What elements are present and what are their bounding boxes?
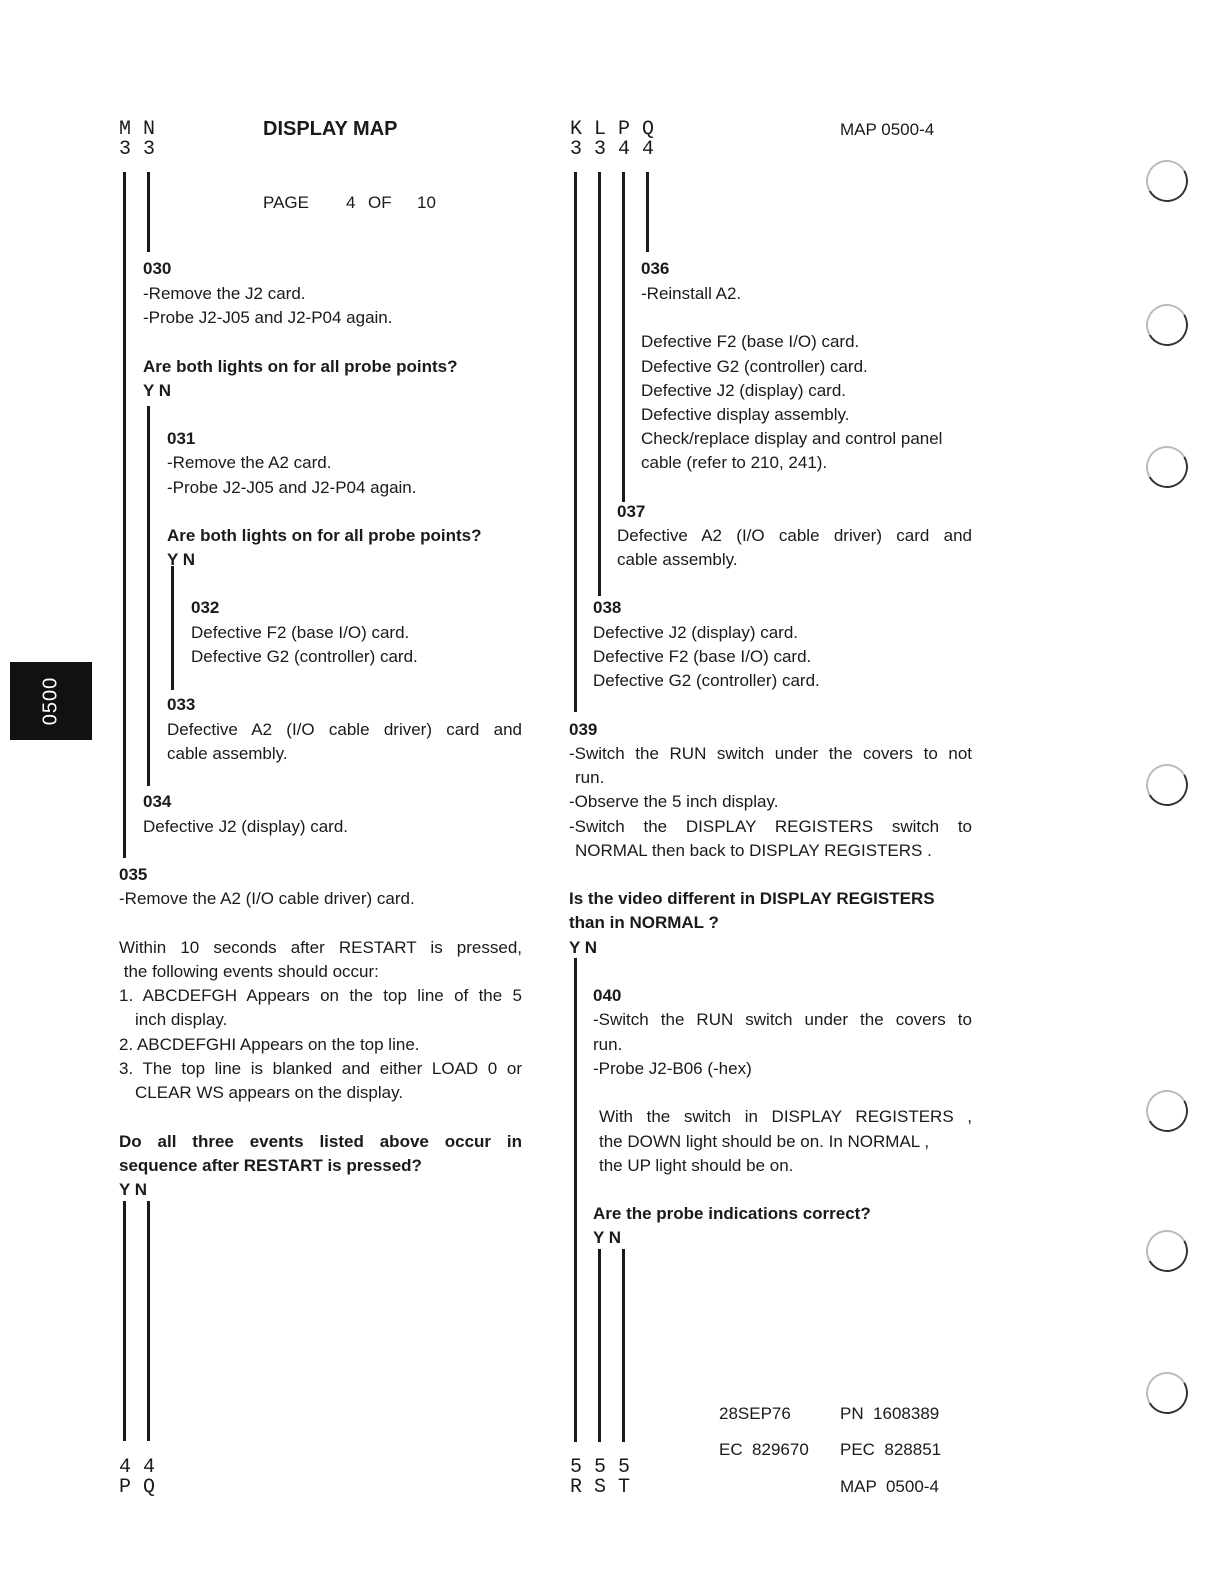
flow-line-030-y — [147, 406, 150, 784]
step-031-line: -Remove the A2 card. — [167, 453, 332, 472]
step-037-line: Defective A2 (I/O cable driver) card and — [617, 526, 972, 545]
step-030-question: Are both lights on for all probe points? — [143, 357, 458, 376]
step-035-para: 3. The top line is blanked and either LOAD 0 or — [119, 1059, 522, 1078]
step-036-number: 036 — [641, 259, 670, 278]
step-031-yn: Y N — [167, 550, 196, 569]
step-032-line: Defective G2 (controller) card. — [191, 647, 418, 666]
step-032-number: 032 — [191, 598, 220, 617]
connector-p4: P 4 — [618, 118, 631, 161]
flow-line-035-y — [123, 1201, 126, 1441]
step-040-line: -Switch the RUN switch under the covers to — [593, 1010, 972, 1029]
step-039-question: than in NORMAL ? — [569, 913, 719, 932]
section-tab — [10, 662, 92, 740]
page-title: DISPLAY MAP — [263, 118, 398, 140]
connector-k3: K 3 — [570, 118, 583, 161]
step-039-number: 039 — [569, 720, 598, 739]
step-039-yn: Y N — [569, 938, 598, 957]
step-040-line: run. — [593, 1035, 623, 1054]
connector-n3: N 3 — [143, 118, 156, 161]
connector-l3: L 3 — [594, 118, 607, 161]
step-036-line: -Reinstall A2. — [641, 284, 742, 303]
step-035-yn: Y N — [119, 1180, 148, 1199]
binder-hole — [1141, 1085, 1192, 1136]
step-036-defect: Check/replace display and control panel — [641, 429, 943, 448]
flow-line-q — [646, 172, 649, 252]
connector-m3: M 3 — [119, 118, 132, 161]
step-035-question: Do all three events listed above occur in — [119, 1132, 522, 1151]
step-039-line: -Switch the DISPLAY REGISTERS switch to — [569, 817, 972, 836]
step-033-line: Defective A2 (I/O cable driver) card and — [167, 720, 522, 739]
map-id-header: MAP 0500-4 — [840, 120, 935, 139]
step-034-line: Defective J2 (display) card. — [143, 817, 349, 836]
step-033-line: cable assembly. — [167, 744, 288, 763]
connector-q4: Q 4 — [642, 118, 655, 161]
step-040-para: the DOWN light should be on. In NORMAL , — [599, 1132, 930, 1151]
flow-line-m — [123, 172, 126, 858]
page-number: 4 — [346, 193, 356, 212]
step-040-para: the UP light should be on. — [599, 1156, 794, 1175]
binder-hole — [1141, 155, 1192, 206]
step-036-defect: Defective display assembly. — [641, 405, 850, 424]
step-035-question: sequence after RESTART is pressed? — [119, 1156, 422, 1175]
footer-map-id: MAP 0500-4 — [840, 1477, 939, 1496]
flow-line-040-y — [598, 1249, 601, 1442]
footer-date: 28SEP76 — [719, 1404, 791, 1423]
step-035-para: the following events should occur: — [119, 962, 379, 981]
step-034-number: 034 — [143, 792, 172, 811]
step-036-defect: Defective F2 (base I/O) card. — [641, 332, 860, 351]
step-036-defect: cable (refer to 210, 241). — [641, 453, 828, 472]
step-030-number: 030 — [143, 259, 172, 278]
step-040-yn: Y N — [593, 1228, 622, 1247]
step-037-number: 037 — [617, 502, 646, 521]
step-035-para: CLEAR WS appears on the display. — [135, 1083, 404, 1102]
page-of: OF — [368, 193, 392, 212]
step-030-yn: Y N — [143, 381, 172, 400]
flow-line-p — [622, 172, 625, 502]
step-039-line: -Switch the RUN switch under the covers to not — [569, 744, 972, 763]
step-038-line: Defective F2 (base I/O) card. — [593, 647, 812, 666]
flow-line-n — [147, 172, 150, 252]
step-039-question: Is the video different in DISPLAY REGISTERS — [569, 889, 935, 908]
step-031-line: -Probe J2-J05 and J2-P04 again. — [167, 478, 417, 497]
connector-4q: 4 Q — [143, 1456, 156, 1499]
step-033-number: 033 — [167, 695, 196, 714]
step-035-line: -Remove the A2 (I/O cable driver) card. — [119, 889, 415, 908]
flow-line-039-y — [574, 958, 577, 1442]
connector-5r: 5 R — [570, 1456, 583, 1499]
flow-line-l — [598, 172, 601, 596]
flow-line-k — [574, 172, 577, 712]
step-030-line: -Probe J2-J05 and J2-P04 again. — [143, 308, 393, 327]
flow-line-032 — [171, 566, 174, 690]
step-031-number: 031 — [167, 429, 196, 448]
step-040-line: -Probe J2-B06 (-hex) — [593, 1059, 752, 1078]
step-035-para: inch display. — [135, 1010, 228, 1029]
step-040-question: Are the probe indications correct? — [593, 1204, 871, 1223]
flow-line-035-n — [147, 1201, 150, 1441]
step-040-para: With the switch in DISPLAY REGISTERS , — [599, 1107, 972, 1126]
step-039-line: -Observe the 5 inch display. — [569, 792, 779, 811]
footer-ec: EC 829670 — [719, 1440, 809, 1459]
footer-pec: PEC 828851 — [840, 1440, 942, 1459]
step-040-number: 040 — [593, 986, 622, 1005]
binder-hole — [1141, 441, 1192, 492]
section-tab-label: 0500 — [39, 676, 62, 726]
step-031-question: Are both lights on for all probe points? — [167, 526, 482, 545]
step-036-defect: Defective G2 (controller) card. — [641, 357, 868, 376]
step-038-number: 038 — [593, 598, 622, 617]
flow-line-033-end — [147, 740, 150, 786]
binder-hole — [1141, 759, 1192, 810]
step-035-para: 2. ABCDEFGHI Appears on the top line. — [119, 1035, 420, 1054]
binder-hole — [1141, 1367, 1192, 1418]
step-035-para: Within 10 seconds after RESTART is pressed, — [119, 938, 522, 957]
connector-5s: 5 S — [594, 1456, 607, 1499]
connector-4p: 4 P — [119, 1456, 132, 1499]
step-039-line: NORMAL then back to DISPLAY REGISTERS . — [575, 841, 932, 860]
step-038-line: Defective J2 (display) card. — [593, 623, 799, 642]
step-032-line: Defective F2 (base I/O) card. — [191, 623, 410, 642]
page-label: PAGE — [263, 193, 309, 212]
step-038-line: Defective G2 (controller) card. — [593, 671, 820, 690]
binder-hole — [1141, 1225, 1192, 1276]
step-039-line: run. — [575, 768, 605, 787]
footer-pn: PN 1608389 — [840, 1404, 940, 1423]
connector-5t: 5 T — [618, 1456, 631, 1499]
step-035-para: 1. ABCDEFGH Appears on the top line of the 5 — [119, 986, 522, 1005]
step-036-defect: Defective J2 (display) card. — [641, 381, 847, 400]
step-035-number: 035 — [119, 865, 148, 884]
step-037-line: cable assembly. — [617, 550, 738, 569]
flow-line-040-n — [622, 1249, 625, 1442]
binder-hole — [1141, 299, 1192, 350]
page-total: 10 — [417, 193, 436, 212]
step-030-line: -Remove the J2 card. — [143, 284, 306, 303]
